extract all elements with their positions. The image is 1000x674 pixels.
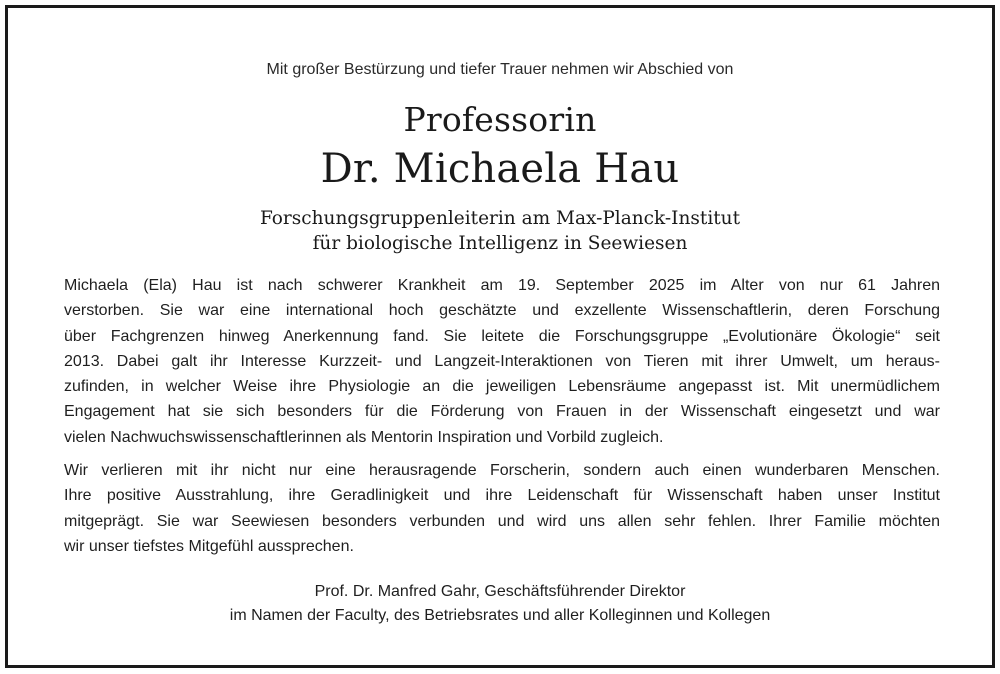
text-line: Michaela (Ela) Hau ist nach schwerer Krankheit am 19. September 2025 im Alter von nur 61 Jahren bbox=[64, 277, 940, 294]
intro-line: Mit großer Bestürzung und tiefer Trauer nehmen wir Abschied von bbox=[266, 61, 734, 78]
text-line: vielen Nachwuchswissenschaftlerinnen als Mentorin Inspiration und Vorbild zugleich. bbox=[64, 428, 664, 446]
text-line: wir unser tiefstes Mitgefühl aussprechen. bbox=[64, 537, 354, 555]
signature-line: Prof. Dr. Manfred Gahr, Geschäftsführender Direktor bbox=[314, 583, 686, 600]
academic-title: Professorin bbox=[403, 100, 597, 139]
text-line: Wir verlieren mit ihr nicht nur eine herausragende Forscherin, sondern auch einen wunderbaren Menschen. bbox=[64, 462, 940, 479]
text-line: zufinden, in welcher Weise ihre Physiologie an die jeweiligen Lebensräume angepasst ist. Mit unermüdlichem bbox=[64, 378, 940, 396]
text-line: verstorben. Sie war eine international hoch geschätzte und exzellente Wissenschaftlerin, deren Forschung bbox=[64, 302, 940, 320]
text-line: 2013. Dabei galt ihr Interesse Kurzzeit- und Langzeit-Interaktionen von Tieren mit ihrer Umwelt, um heraus- bbox=[64, 352, 940, 370]
text-line: über Fachgrenzen hinweg Anerkennung fand. Sie leitete die Forschungsgruppe „Evolutionäre Ökologie“ seit bbox=[64, 327, 940, 345]
signature-line: im Namen der Faculty, des Betriebsrates und aller Kolleginnen und Kollegen bbox=[229, 607, 771, 624]
deceased-name: Dr. Michaela Hau bbox=[320, 146, 680, 192]
text-line: Engagement hat sie sich besonders für die Förderung von Frauen in der Wissenschaft eingesetzt und war bbox=[64, 403, 940, 421]
obituary-notice bbox=[5, 5, 995, 668]
role-line: Forschungsgruppenleiterin am Max-Planck-Institut bbox=[259, 208, 741, 229]
paragraph-condolence bbox=[64, 458, 940, 559]
role-line: für biologische Intelligenz in Seewiesen bbox=[312, 233, 688, 254]
text-line: Ihre positive Ausstrahlung, ihre Geradlinigkeit und ihre Leidenschaft für Wissenschaft haben unser Institut bbox=[64, 487, 940, 505]
text-line: mitgeprägt. Sie war Seewiesen besonders verbunden und wird uns allen sehr fehlen. Ihrer Familie möchten bbox=[64, 512, 940, 530]
role-description bbox=[8, 206, 992, 256]
paragraph-tribute bbox=[64, 273, 940, 450]
signature-block bbox=[8, 580, 992, 628]
